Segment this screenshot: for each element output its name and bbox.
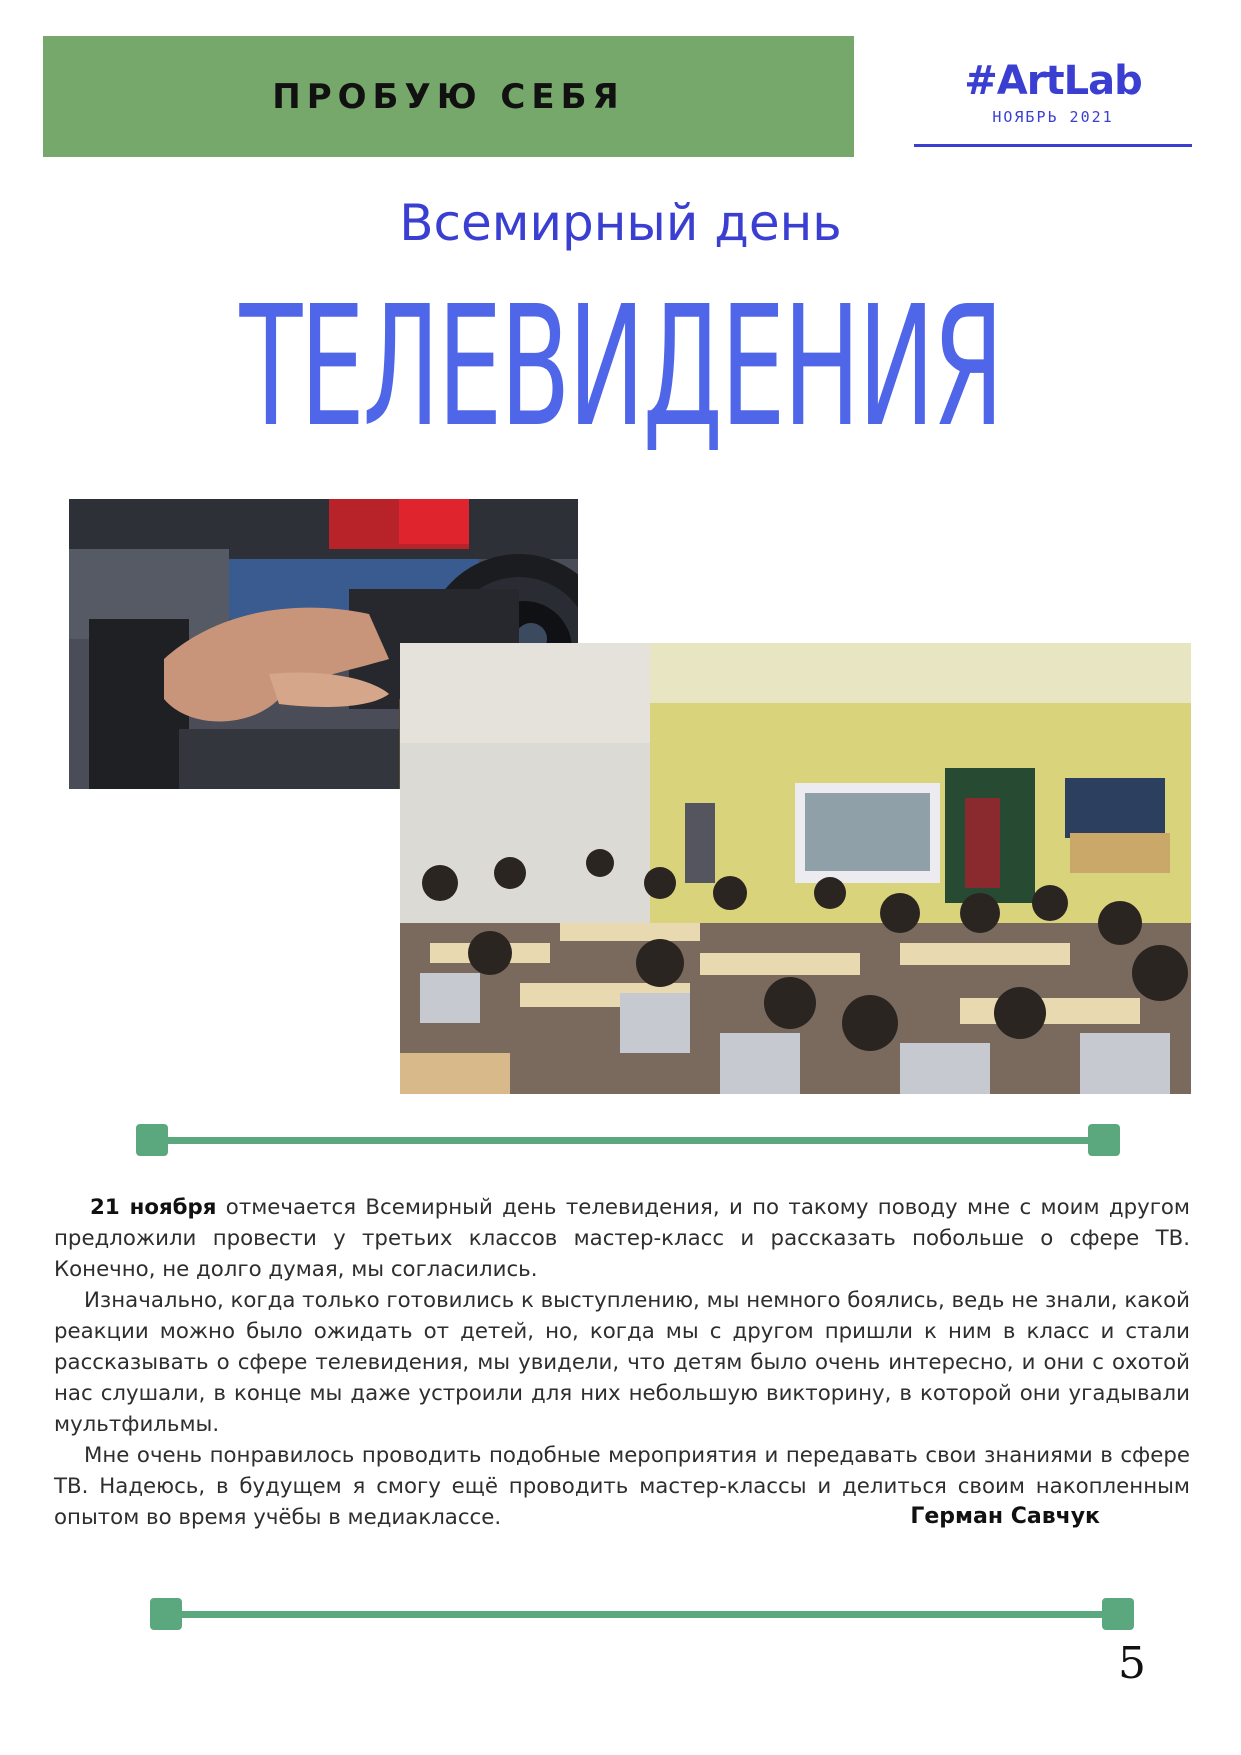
article-paragraph-3: Мне очень понравилось проводить подобные мероприятия и передавать свои знаниями в сфере ТВ. Надеюсь, в будущем я смогу ещё проводить мастер-классы и делиться своим накопленным опытом во время учёбы в медиаклассе.	[54, 1443, 1190, 1530]
section-banner	[43, 36, 854, 157]
article-author: Герман Савчук	[910, 1504, 1100, 1529]
bottom-divider	[150, 1598, 1134, 1632]
article-paragraph-1-text: отмечается Всемирный день телевидения, и по такому поводу мне с моим другом предложили провести у третьих классов мастер-класс и рассказать побольше о сфере ТВ. Конечно, не долго думая, мы согласились.	[54, 1195, 1190, 1282]
brand-underline	[914, 144, 1192, 147]
brand-logo: #ArtLab	[964, 58, 1142, 104]
headline-subtitle: Всемирный день	[399, 194, 842, 252]
section-title: ПРОБУЮ СЕБЯ	[272, 76, 625, 117]
divider-cap-right	[1088, 1124, 1120, 1156]
article-paragraph-1	[54, 1192, 1190, 1285]
article-body	[54, 1192, 1190, 1533]
divider-cap-left	[150, 1598, 182, 1630]
divider-cap-right	[1102, 1598, 1134, 1630]
issue-date: НОЯБРЬ 2021	[992, 108, 1114, 126]
headline-title: ТЕЛЕВИДЕНИЯ	[239, 271, 1002, 464]
divider-line	[152, 1137, 1104, 1144]
classroom-photo	[400, 643, 1191, 1094]
page-number: 5	[1118, 1638, 1146, 1689]
divider-line	[166, 1611, 1118, 1618]
article-paragraph-2: Изначально, когда только готовились к выступлению, мы немного боялись, ведь не знали, какой реакции можно было ожидать от детей, но, когда мы с другом пришли к ним в класс и стали рассказывать о сфере телевидения, мы увидели, что детям было очень интересно, и они с охотой нас слушали, в конце мы даже устроили для них небольшую викторину, в которой они угадывали мультфильмы.	[54, 1288, 1190, 1437]
divider-cap-left	[136, 1124, 168, 1156]
brand-block	[914, 56, 1192, 126]
article-date: 21 ноября	[90, 1195, 217, 1220]
top-divider	[136, 1124, 1120, 1158]
